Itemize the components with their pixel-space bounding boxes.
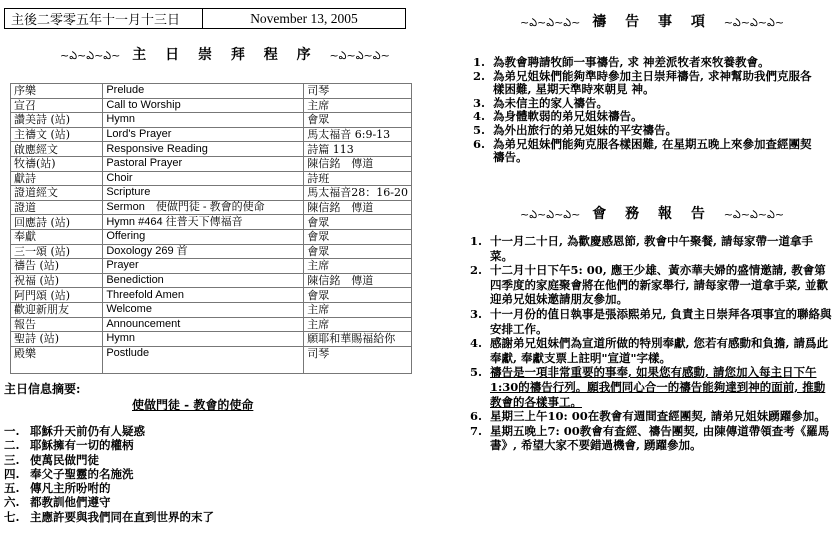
- summary-label: 主日信息摘要:: [4, 382, 81, 396]
- program-leader: 馬太福音28：16-20: [304, 186, 412, 201]
- sermon-points: [4, 424, 214, 524]
- announcement-item: [470, 307, 832, 336]
- program-row: [11, 302, 412, 317]
- sermon-point: [4, 453, 214, 467]
- program-item-english: Announcement: [103, 317, 304, 332]
- item-number: 2.: [470, 263, 483, 278]
- program-item-english: Lord's Prayer: [103, 127, 304, 142]
- program-item-english: Hymn #464 往普天下傳福音: [103, 215, 304, 230]
- program-leader: 司琴: [304, 346, 412, 373]
- announcement-item: [470, 263, 832, 307]
- item-text: 為外出旅行的弟兄姐妹的平安禱告。: [493, 122, 677, 137]
- announcement-list: [470, 234, 832, 453]
- program-row: [11, 273, 412, 288]
- prayer-item: [473, 97, 813, 111]
- program-row: [11, 244, 412, 259]
- date-chinese: 主後二零零五年十一月十三日: [5, 9, 203, 28]
- point-number: 六.: [4, 495, 20, 510]
- item-number: 3.: [470, 306, 483, 321]
- program-row: [11, 156, 412, 171]
- ornament-right: ~ఎ~ఎ~ఎ~: [723, 208, 785, 221]
- item-number: 5.: [473, 122, 486, 137]
- program-row: [11, 142, 412, 157]
- item-text: 星期三上午10: 00在教會有週間查經團契, 請弟兄姐妹踴躍參加。: [490, 409, 826, 424]
- program-item-english: Threefold Amen: [103, 288, 304, 303]
- item-text: 感謝弟兄姐妹們為宣道所做的特別奉獻, 您若有感動和負擔, 請爲此奉獻, 奉獻支票上註明"宣道"字樣。: [490, 336, 829, 365]
- program-item: 阿門頌 (站): [11, 288, 103, 303]
- announcement-item: [470, 409, 832, 424]
- news-title: 會 務 報 告: [592, 206, 712, 222]
- program-row: [11, 171, 412, 186]
- program-item-english: Welcome: [103, 302, 304, 317]
- program-item: 禱告 (站): [11, 259, 103, 274]
- item-number: 6.: [470, 409, 483, 424]
- date-box: [4, 8, 406, 29]
- program-leader: 會眾: [304, 113, 412, 128]
- program-leader: 詩班: [304, 171, 412, 186]
- point-text: 使萬民做門徒: [30, 452, 99, 467]
- sermon-point: [4, 481, 214, 495]
- program-item-english: Offering: [103, 229, 304, 244]
- point-number: 四.: [4, 466, 20, 481]
- program-heading: [60, 44, 390, 65]
- item-number: 2.: [473, 68, 486, 83]
- program-item: 殿樂: [11, 346, 103, 373]
- point-number: 一.: [4, 424, 20, 438]
- program-item: 祝福 (站): [11, 273, 103, 288]
- highlighted-text-continued: 神的面前, 推動教會的各樣事工。: [490, 379, 826, 409]
- prayer-item: [473, 56, 813, 70]
- prayer-heading: [520, 11, 784, 32]
- program-row: [11, 229, 412, 244]
- item-number: 1.: [470, 234, 483, 248]
- point-number: 五.: [4, 481, 20, 496]
- program-leader: 會眾: [304, 244, 412, 259]
- program-row: [11, 332, 412, 347]
- prayer-item: [473, 110, 813, 124]
- item-text: 十二月十日下午5: 00, 應王少雄、黃亦華夫婦的盛情邀請, 教會第四季度的家庭聚會將在他們的新家舉行, 請每家帶一道拿手菜, 並歡迎弟兄姐妹邀請朋友參加。: [490, 263, 829, 307]
- program-leader: 陳信銘 傳道: [304, 200, 412, 215]
- point-text: 耶穌擁有一切的權柄: [30, 438, 134, 453]
- program-item-english: Doxology 269 首: [103, 244, 304, 259]
- program-item: 報告: [11, 317, 103, 332]
- program-item: 宣召: [11, 98, 103, 113]
- item-text: 十一月二十日, 為歡慶感恩節, 教會中午聚餐, 請每家帶一道拿手菜。: [490, 234, 814, 263]
- program-item-english: Hymn: [103, 332, 304, 347]
- program-leader: 馬太福音 6:9-13: [304, 127, 412, 142]
- news-heading: [520, 203, 784, 224]
- item-text: 為教會聘請牧師一事禱告, 求 神差派牧者來牧養教會。: [493, 55, 770, 69]
- program-leader: 司琴: [304, 84, 412, 99]
- program-item: 主禱文 (站): [11, 127, 103, 142]
- program-leader: 會眾: [304, 215, 412, 230]
- program-leader: 會眾: [304, 288, 412, 303]
- program-leader: 願耶和華賜福給你: [304, 332, 412, 347]
- announcement-item: [470, 365, 832, 409]
- program-item-english: Prelude: [103, 84, 304, 99]
- date-english: November 13, 2005: [250, 10, 358, 26]
- program-leader: 主席: [304, 98, 412, 113]
- program-row: [11, 317, 412, 332]
- program-leader: 陳信銘 傳道: [304, 156, 412, 171]
- item-number: 4.: [470, 336, 483, 351]
- item-text: 為弟兄姐妹們能夠準時參加主日崇拜禱告, 求神幫助我們克服各樣困難, 星期天準時來朝見 神。: [493, 68, 812, 97]
- worship-program-table: [10, 83, 412, 374]
- item-number: 5.: [470, 365, 483, 380]
- program-item-english: Sermon 使做門徒 - 教會的使命: [103, 200, 304, 215]
- point-text: 奉父子聖靈的名施洗: [30, 466, 134, 481]
- prayer-item: [473, 124, 813, 138]
- program-row: [11, 127, 412, 142]
- program-item: 序樂: [11, 84, 103, 99]
- point-text: 耶穌升天前仍有人疑惑: [30, 424, 145, 438]
- point-text: 都教訓他們遵守: [30, 495, 111, 510]
- program-row: [11, 288, 412, 303]
- program-item: 歡迎新朋友: [11, 302, 103, 317]
- ornament-left: ~ఎ~ఎ~ఎ~: [520, 16, 581, 29]
- highlighted-text: 禱告是一項非常重要的事奉, 如果您有感動, 請您加入每主日下午1:30的禱告行列。願我們同心合一的禱告能夠達到: [490, 365, 817, 394]
- program-item: 三一頌 (站): [11, 244, 103, 259]
- program-item-english: Pastoral Prayer: [103, 156, 304, 171]
- program-row: [11, 84, 412, 99]
- program-row: [11, 200, 412, 215]
- item-number: 7.: [470, 423, 483, 438]
- sermon-point: [4, 510, 214, 524]
- program-item: 奉獻: [11, 229, 103, 244]
- program-row: [11, 215, 412, 230]
- sermon-point: [4, 438, 214, 452]
- program-item: 牧禱(站): [11, 156, 103, 171]
- program-leader: 主席: [304, 302, 412, 317]
- item-text: 為弟兄姐妹們能夠克服各樣困難, 在星期五晚上來參加查經團契禱告。: [493, 136, 812, 165]
- prayer-item: [473, 70, 813, 97]
- item-text: 為未信主的家人禱告。: [493, 95, 608, 110]
- program-leader: 主席: [304, 259, 412, 274]
- program-item: 讚美詩 (站): [11, 113, 103, 128]
- program-item: 回應詩 (站): [11, 215, 103, 230]
- program-item-english: Hymn: [103, 113, 304, 128]
- sermon-point: [4, 424, 214, 438]
- program-leader: 會眾: [304, 229, 412, 244]
- program-item: 聖詩 (站): [11, 332, 103, 347]
- prayer-title: 禱 告 事 項: [592, 14, 712, 30]
- item-text: 為身體軟弱的弟兄姐妹禱告。: [493, 109, 643, 124]
- program-item-english: Choir: [103, 171, 304, 186]
- program-item-english: Benediction: [103, 273, 304, 288]
- item-text: 星期五晚上7: 00教會有查經、禱告團契, 由陳傳道帶領查考《羅馬書》, 希望大家不要錯過機會, 踴躍參加。: [490, 423, 830, 453]
- program-row: [11, 113, 412, 128]
- sermon-point: [4, 467, 214, 481]
- program-leader: 陳信銘 傳道: [304, 273, 412, 288]
- program-row: [11, 186, 412, 201]
- ornament-left: ~ఎ~ఎ~ఎ~: [520, 208, 581, 221]
- point-text: 主應許要與我們同在直到世界的末了: [30, 509, 214, 524]
- item-number: 1.: [473, 55, 486, 69]
- program-item-english: Prayer: [103, 259, 304, 274]
- program-row: [11, 346, 412, 373]
- item-number: 3.: [473, 95, 486, 110]
- sermon-point: [4, 495, 214, 509]
- item-text: [490, 365, 832, 409]
- program-title: 主 日 崇 拜 程 序: [132, 47, 318, 63]
- program-item-english: Responsive Reading: [103, 142, 304, 157]
- announcement-item: [470, 336, 832, 365]
- item-number: 6.: [473, 136, 486, 151]
- program-row: [11, 259, 412, 274]
- announcement-item: [470, 234, 832, 263]
- sermon-title: 使做門徒 - 教會的使命: [132, 398, 254, 412]
- program-item-english: Scripture: [103, 186, 304, 201]
- program-row: [11, 98, 412, 113]
- program-item: 獻詩: [11, 171, 103, 186]
- ornament-right: ⁠~ఎ~ఎ~ఎ~: [329, 49, 390, 62]
- item-text: 十一月份的值日執事是張添熙弟兄, 負責主日崇拜各項事宜的聯絡與安排工作。: [490, 306, 832, 336]
- point-number: 二.: [4, 438, 20, 453]
- program-leader: 詩篇 113: [304, 142, 412, 157]
- prayer-list: [473, 56, 813, 165]
- point-text: 傳凡主所吩咐的: [30, 481, 111, 496]
- point-number: 七.: [4, 509, 20, 524]
- program-item-english: Postlude: [103, 346, 304, 373]
- program-item: 證道: [11, 200, 103, 215]
- ornament-left: ⁠~ఎ~ఎ~ఎ~: [60, 49, 121, 62]
- program-item: 證道經文: [11, 186, 103, 201]
- program-leader: 主席: [304, 317, 412, 332]
- ornament-right: ~ఎ~ఎ~ఎ~: [723, 16, 785, 29]
- program-item: 啟應經文: [11, 142, 103, 157]
- prayer-item: [473, 138, 813, 165]
- item-number: 4.: [473, 109, 486, 124]
- point-number: 三.: [4, 452, 20, 467]
- announcement-item: [470, 424, 832, 453]
- program-item-english: Call to Worship: [103, 98, 304, 113]
